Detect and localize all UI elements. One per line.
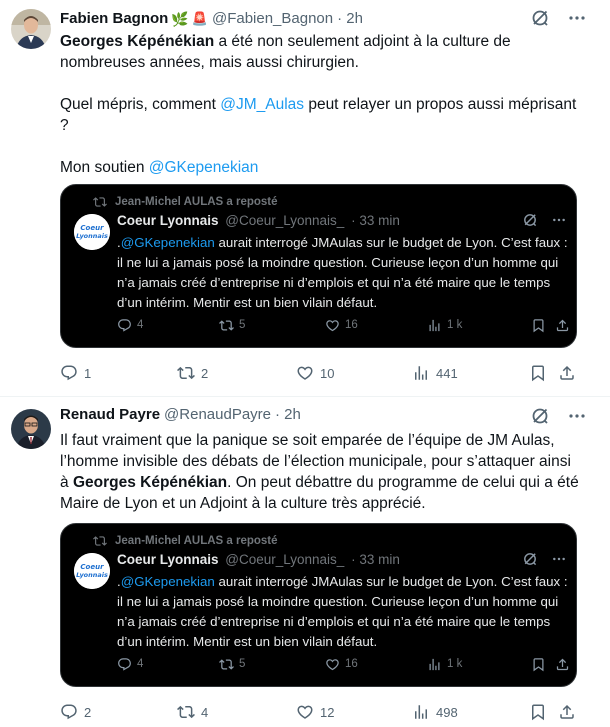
like-button[interactable]: [296, 701, 334, 723]
tweet-renaud-payre[interactable]: [0, 396, 610, 727]
quote-author-handle[interactable]: @Coeur_Lyonnais_: [225, 213, 345, 228]
reply-count: 2: [84, 704, 92, 720]
quote-author-name[interactable]: Coeur Lyonnais: [117, 552, 219, 567]
views-button[interactable]: [412, 362, 458, 384]
grok-icon[interactable]: [530, 406, 550, 431]
repost-text: Jean-Michel AULAS a reposté: [115, 535, 278, 547]
text-segment: aurait interrogé JMAulas sur le budget de Lyon. C’est faux : il ne lui a jamais posé la moindre question. Curieuse leçon d’un homme qui n’a jamais créé d’entreprise ni d’emplois et qui n’a été maire que le temps d’un intérim. Mentir est un bien vilain défaut.: [117, 235, 568, 310]
reply-count: 1: [84, 365, 92, 381]
view-count: 1 k: [447, 658, 463, 670]
repost-count: 5: [239, 319, 246, 331]
repost-button[interactable]: [219, 654, 245, 674]
text-segment: Quel mépris, comment: [60, 96, 221, 113]
quote-timestamp[interactable]: · 33 min: [351, 213, 400, 228]
bookmark-button[interactable]: [531, 315, 546, 335]
bookmark-button[interactable]: [529, 701, 547, 723]
tweet-text: [60, 430, 580, 514]
quote-timestamp[interactable]: · 33 min: [351, 552, 400, 567]
text-segment: peut relayer un propos aussi méprisant ?: [60, 96, 577, 134]
views-button[interactable]: [427, 315, 462, 335]
author-handle[interactable]: @Fabien_Bagnon: [211, 10, 334, 27]
author-name[interactable]: Renaud Payre: [60, 406, 161, 423]
more-options-icon[interactable]: [552, 213, 566, 232]
siren-badge: 🚨: [191, 11, 208, 26]
more-options-icon[interactable]: [552, 552, 566, 571]
repost-button[interactable]: [177, 701, 208, 723]
repost-count: 5: [239, 658, 246, 670]
reply-count: 4: [137, 658, 144, 670]
like-button[interactable]: [325, 654, 358, 674]
repost-button[interactable]: [177, 362, 208, 384]
quote-author-name[interactable]: Coeur Lyonnais: [117, 213, 219, 228]
reply-button[interactable]: [117, 315, 143, 335]
like-count: 16: [345, 658, 358, 670]
svg-text:Coeur: Coeur: [80, 224, 104, 232]
repost-count: 4: [201, 704, 209, 720]
action-bar: [60, 701, 584, 723]
text-segment: .: [117, 235, 121, 250]
mention-bold: Georges Képénékian: [60, 33, 215, 50]
grok-icon[interactable]: [522, 212, 538, 233]
svg-text:Lyonnais: Lyonnais: [76, 232, 108, 240]
mention-link[interactable]: @GKepenekian: [148, 159, 259, 176]
mention-link[interactable]: @GKepenekian: [120, 574, 215, 589]
like-count: 12: [320, 704, 335, 720]
author-handle[interactable]: @RenaudPayre: [164, 406, 272, 423]
view-count: 498: [436, 704, 458, 720]
mention-bold: Georges Képénékian: [72, 474, 228, 491]
share-button[interactable]: [558, 362, 576, 384]
text-segment: Il faut vraiment que la panique se soit emparée de l’équipe de JM Aulas, l’homme invisible des débats de l’élection municipale, pour s’attaquer ainsi à: [60, 432, 571, 491]
views-button[interactable]: [427, 654, 462, 674]
more-options-icon[interactable]: [568, 9, 586, 32]
text-segment: aurait interrogé JMAulas sur le budget de Lyon. C’est faux : il ne lui a jamais posé la moindre question. Curieuse leçon d’un homme qui n’a jamais créé d’entreprise ni d’emplois et qui n’a été maire que le temps d’un intérim. Mentir est un bien vilain défaut.: [117, 574, 568, 649]
quote-text: [117, 233, 569, 313]
grok-icon[interactable]: [522, 551, 538, 572]
like-button[interactable]: [325, 315, 358, 335]
svg-text:Coeur: Coeur: [80, 563, 104, 571]
reply-button[interactable]: [117, 654, 143, 674]
quote-avatar[interactable]: [74, 553, 110, 589]
quote-action-bar: [117, 315, 568, 335]
repost-label: [93, 195, 278, 209]
share-button[interactable]: [555, 315, 570, 335]
svg-text:Lyonnais: Lyonnais: [76, 571, 108, 579]
quote-text: [117, 572, 569, 652]
avatar[interactable]: [11, 409, 51, 449]
like-count: 10: [320, 365, 335, 381]
text-segment: Mon soutien: [60, 159, 149, 176]
more-options-icon[interactable]: [568, 407, 586, 430]
bookmark-button[interactable]: [531, 654, 546, 674]
action-bar: [60, 362, 584, 384]
leaf-badge: 🌿: [171, 11, 189, 27]
share-button[interactable]: [555, 654, 570, 674]
text-segment: a été non seulement adjoint à la culture de nombreuses années, mais aussi chirurgien.: [60, 33, 511, 71]
share-button[interactable]: [558, 701, 576, 723]
avatar[interactable]: [11, 9, 51, 49]
views-button[interactable]: [412, 701, 458, 723]
view-count: 441: [436, 365, 458, 381]
quote-avatar[interactable]: [74, 214, 110, 250]
reply-count: 4: [137, 319, 144, 331]
repost-button[interactable]: [219, 315, 245, 335]
reply-button[interactable]: [60, 362, 91, 384]
repost-count: 2: [201, 365, 209, 381]
mention-link[interactable]: @JM_Aulas: [220, 96, 305, 113]
tweet-text: [60, 31, 580, 178]
text-segment: . On peut débattre du programme de celui qui a été Maire de Lyon et un Adjoint à la culture très apprécié.: [60, 474, 579, 512]
bookmark-button[interactable]: [529, 362, 547, 384]
grok-icon[interactable]: [530, 8, 550, 33]
timestamp[interactable]: · 2h: [275, 406, 301, 423]
like-button[interactable]: [296, 362, 334, 384]
repost-label: [93, 534, 278, 548]
like-count: 16: [345, 319, 358, 331]
view-count: 1 k: [447, 319, 463, 331]
quote-author-handle[interactable]: @Coeur_Lyonnais_: [225, 552, 345, 567]
reply-button[interactable]: [60, 701, 91, 723]
tweet-header: [60, 404, 590, 426]
tweet-header: [60, 8, 590, 30]
mention-link[interactable]: @GKepenekian: [120, 235, 215, 250]
author-name[interactable]: Fabien Bagnon: [60, 10, 169, 27]
text-segment: .: [117, 574, 121, 589]
quoted-tweet[interactable]: [60, 523, 577, 687]
timestamp[interactable]: · 2h: [337, 10, 363, 27]
quoted-tweet[interactable]: [60, 184, 577, 348]
repost-text: Jean-Michel AULAS a reposté: [115, 196, 278, 208]
quote-action-bar: [117, 654, 568, 674]
